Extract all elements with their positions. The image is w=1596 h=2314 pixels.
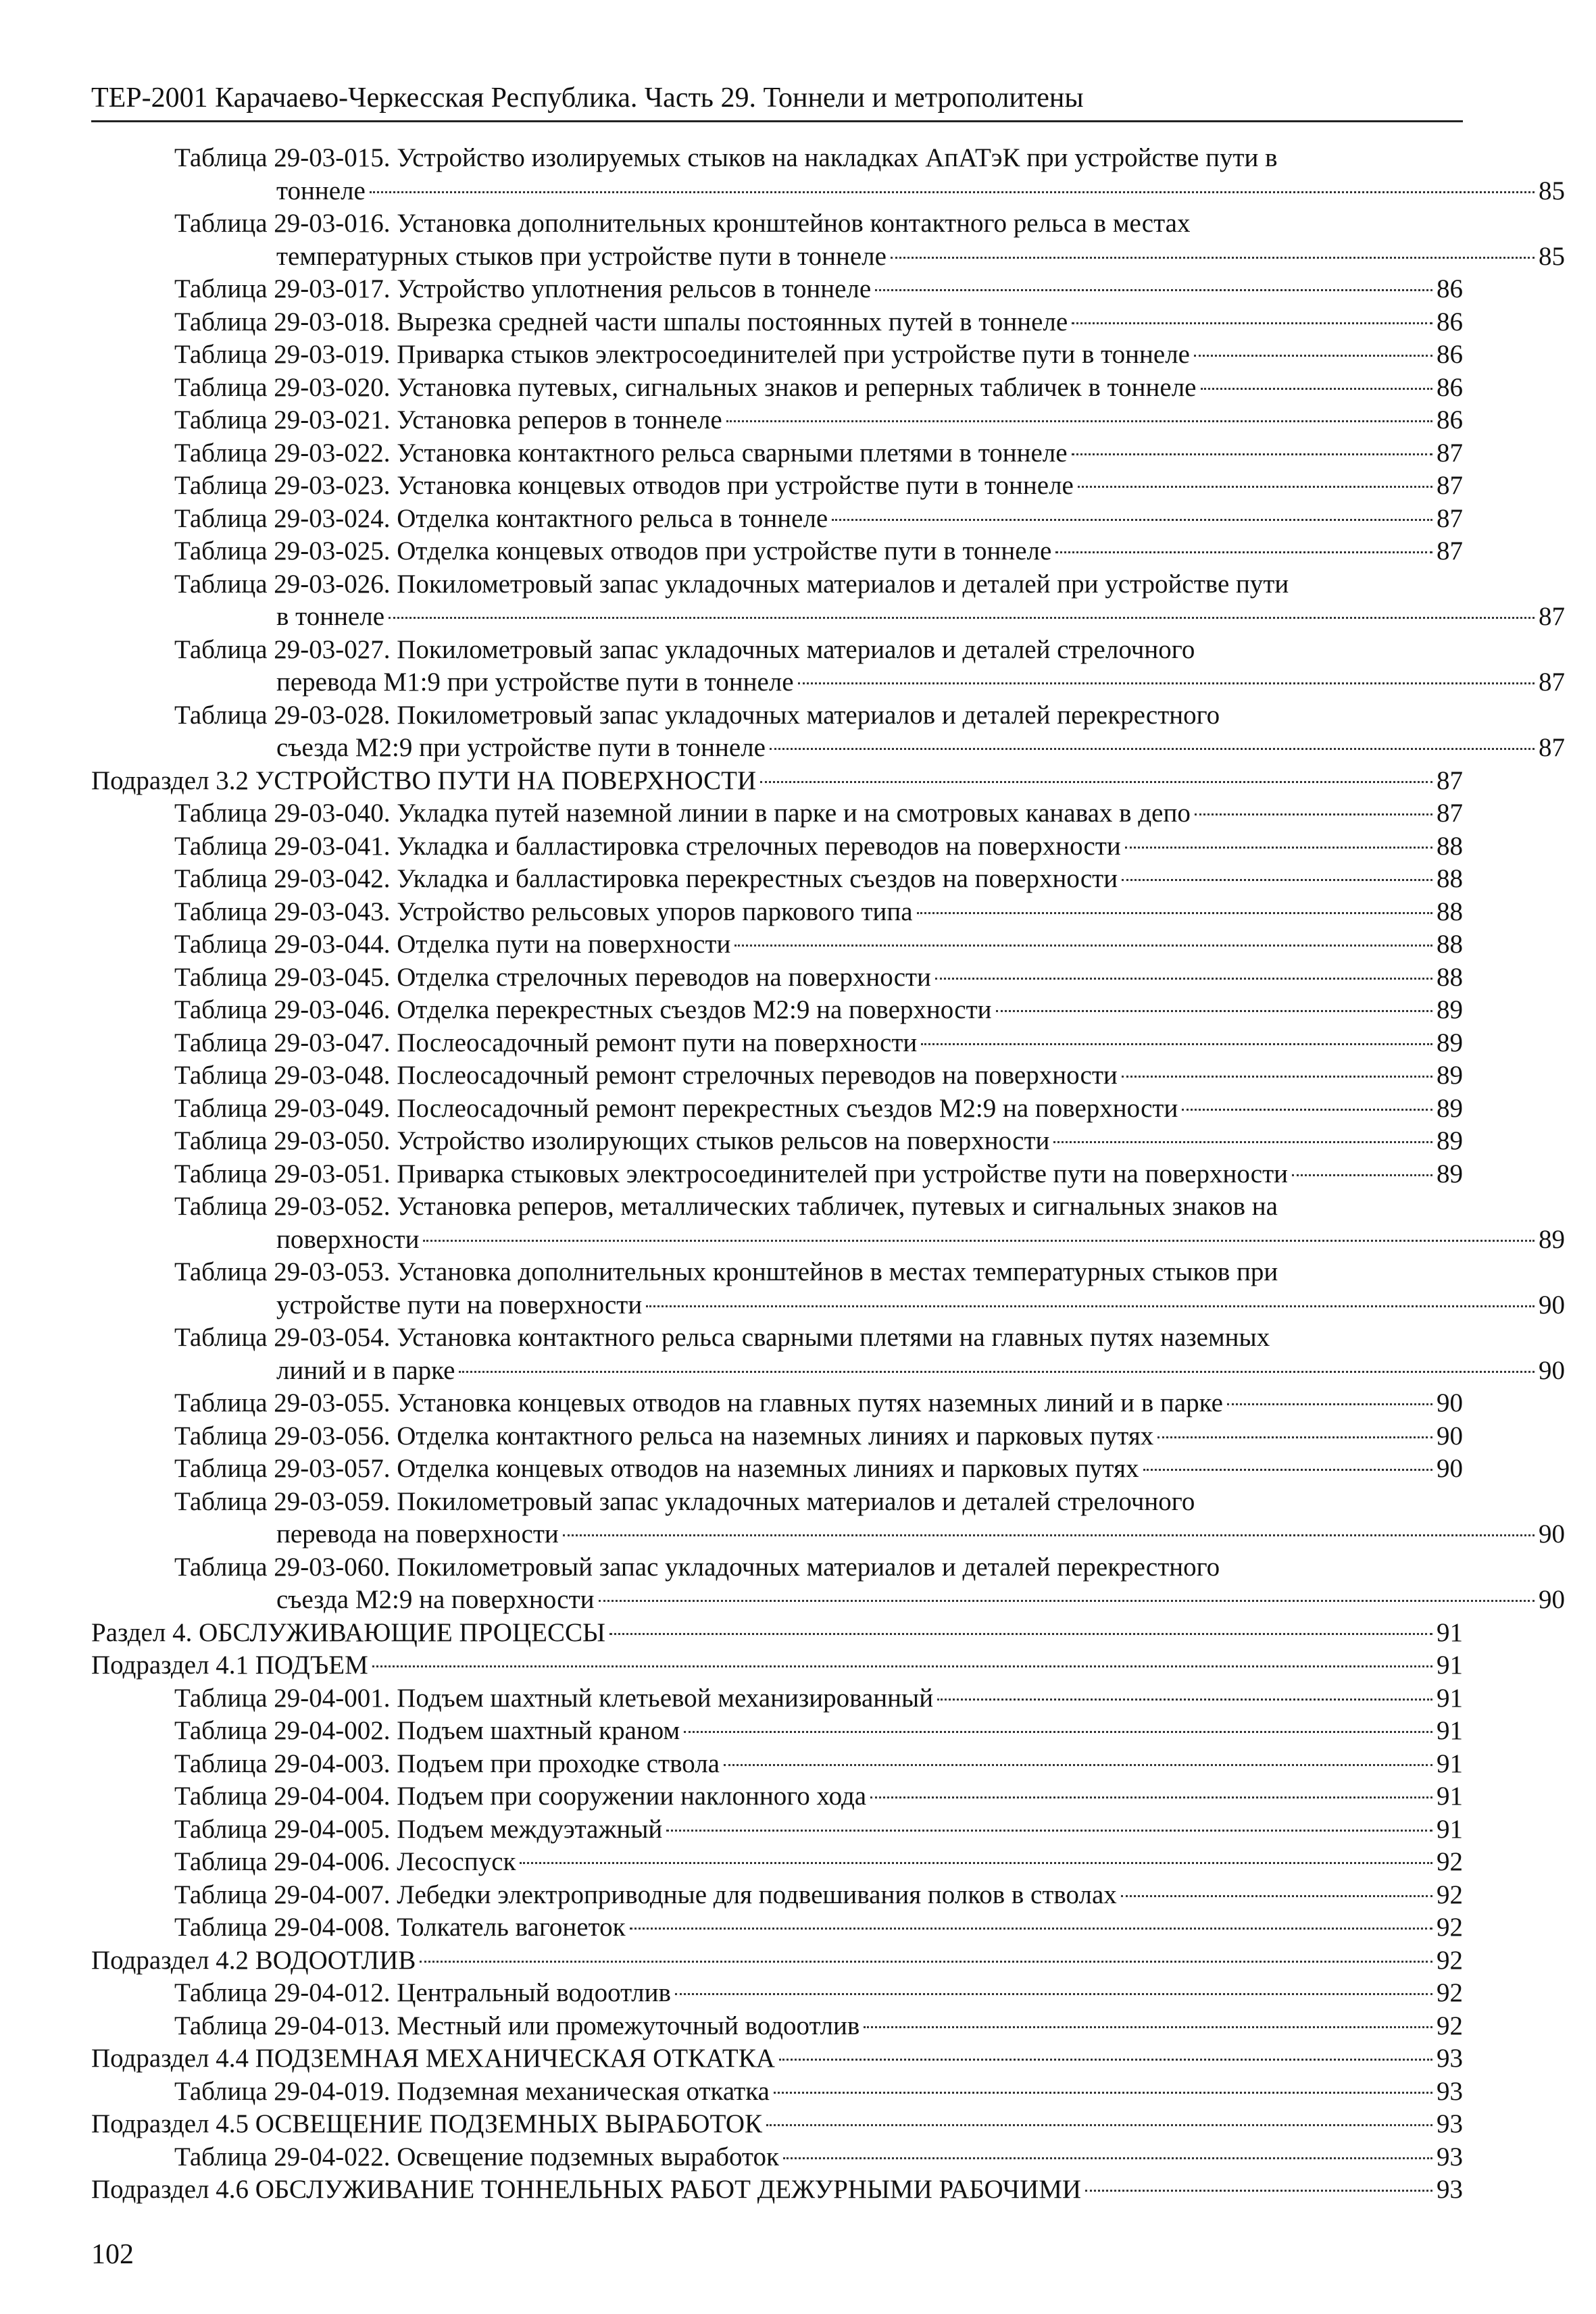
toc-entry-text: Таблица 29-04-019. Подземная механическая откатка xyxy=(174,2076,770,2106)
dot-leader xyxy=(1078,486,1432,488)
toc-page-number: 86 xyxy=(1437,405,1463,434)
toc-entry-text: Таблица 29-03-053. Установка дополнительных кронштейнов в местах температурных стыков при xyxy=(174,1257,1278,1286)
dot-leader xyxy=(1194,355,1432,357)
toc-entry-text: Подраздел 4.1 ПОДЪЕМ xyxy=(91,1651,368,1680)
dot-leader xyxy=(1143,1469,1432,1471)
toc-table-entry[interactable] xyxy=(91,1879,1463,1912)
toc-page-number: 91 xyxy=(1437,1683,1463,1713)
toc-entry-text: поверхности xyxy=(276,1224,420,1254)
toc-entry-text: Таблица 29-03-051. Приварка стыковых электросоединителей при устройстве пути на поверхности xyxy=(174,1159,1289,1188)
toc-entry-text: Таблица 29-04-008. Толкатель вагонеток xyxy=(174,1913,626,1942)
dot-leader xyxy=(870,1796,1432,1799)
toc-page-number: 93 xyxy=(1437,2044,1463,2073)
toc-page-number: 85 xyxy=(1539,241,1565,271)
toc-page-number: 89 xyxy=(1437,1061,1463,1090)
toc-entry-text: Таблица 29-03-042. Укладка и балластировка перекрестных съездов на поверхности xyxy=(174,864,1118,893)
dot-leader xyxy=(1157,1436,1432,1438)
toc-page-number: 90 xyxy=(1539,1585,1565,1614)
dot-leader xyxy=(389,617,1535,619)
toc-page-number: 93 xyxy=(1437,2076,1463,2106)
toc-entry-text: Подраздел 4.6 ОБСЛУЖИВАНИЕ ТОННЕЛЬНЫХ РАБОТ ДЕЖУРНЫМИ РАБОЧИМИ xyxy=(91,2175,1082,2204)
dot-leader xyxy=(917,912,1432,914)
toc-page-number: 93 xyxy=(1437,2109,1463,2138)
toc-page-number: 89 xyxy=(1437,1028,1463,1057)
toc-entry-text: Таблица 29-03-016. Установка дополнительных кронштейнов контактного рельса в местах xyxy=(174,209,1191,238)
toc-page-number: 92 xyxy=(1437,1913,1463,1942)
toc-table-entry[interactable] xyxy=(91,1092,1463,1126)
toc-entry-text: Таблица 29-03-044. Отделка пути на поверхности xyxy=(174,930,731,959)
dot-leader xyxy=(864,2026,1432,2028)
toc-page-number: 87 xyxy=(1539,602,1565,631)
toc-table-entry[interactable] xyxy=(91,1453,1463,1486)
toc-page-number: 88 xyxy=(1437,831,1463,861)
toc-page-number: 91 xyxy=(1437,1814,1463,1844)
toc-table-entry[interactable] xyxy=(91,470,1463,503)
toc-table-entry[interactable] xyxy=(91,1322,1565,1387)
toc-page-number: 89 xyxy=(1539,1224,1565,1254)
toc-table-entry[interactable] xyxy=(91,1387,1463,1420)
dot-leader xyxy=(630,1928,1432,1930)
toc-entry-text: Таблица 29-03-022. Установка контактного рельса сварными плетями в тоннеле xyxy=(174,438,1068,468)
toc-entry-text: Таблица 29-04-022. Освещение подземных выработок xyxy=(174,2142,779,2171)
toc-entry-text: Таблица 29-03-046. Отделка перекрестных съездов М2:9 на поверхности xyxy=(174,995,992,1024)
dot-leader xyxy=(459,1371,1535,1373)
toc-page-number: 89 xyxy=(1437,1159,1463,1188)
dot-leader xyxy=(684,1731,1432,1733)
toc-entry-text: Таблица 29-03-047. Послеосадочный ремонт пути на поверхности xyxy=(174,1028,918,1057)
toc-page-number: 85 xyxy=(1539,176,1565,205)
toc-table-entry[interactable] xyxy=(91,1748,1463,1781)
toc-entry-text: Таблица 29-03-055. Установка концевых отводов на главных путях наземных линий и в парке xyxy=(174,1388,1223,1417)
toc-table-entry[interactable] xyxy=(91,1256,1565,1322)
toc-entry-text: Подраздел 4.5 ОСВЕЩЕНИЕ ПОДЗЕМНЫХ ВЫРАБОТОК xyxy=(91,2109,763,2138)
toc-entry-text: Таблица 29-04-001. Подъем шахтный клетьевой механизированный xyxy=(174,1683,934,1713)
toc-entry-text: Таблица 29-03-040. Укладка путей наземной линии в парке и на смотровых канавах в депо xyxy=(174,799,1191,828)
toc-table-entry[interactable] xyxy=(91,142,1565,207)
toc-page-number: 88 xyxy=(1437,897,1463,926)
dot-leader xyxy=(921,1043,1432,1045)
dot-leader xyxy=(563,1534,1535,1536)
toc-table-entry[interactable] xyxy=(91,928,1463,961)
toc-table-entry[interactable] xyxy=(91,535,1463,568)
dot-leader xyxy=(609,1633,1432,1635)
toc-entry-text: съезда М2:9 на поверхности xyxy=(276,1585,595,1614)
dot-leader xyxy=(734,945,1432,947)
toc-entry-text: Таблица 29-04-005. Подъем междуэтажный xyxy=(174,1814,663,1844)
toc-table-entry[interactable] xyxy=(91,2141,1463,2174)
toc-entry-text: Таблица 29-03-045. Отделка стрелочных переводов на поверхности xyxy=(174,962,931,992)
toc-entry-text: Таблица 29-03-015. Устройство изолируемых стыков на накладках АпАТэК при устройстве пути в xyxy=(174,143,1278,172)
toc-page-number: 91 xyxy=(1437,1749,1463,1778)
document-title: ТЕР-2001 Карачаево-Черкесская Республика. Часть 29. Тоннели и метрополитены xyxy=(91,82,1084,114)
toc-table-entry[interactable] xyxy=(91,1682,1463,1715)
toc-table-entry[interactable] xyxy=(91,273,1463,306)
table-of-contents xyxy=(91,142,1565,2207)
dot-leader xyxy=(1125,847,1432,849)
toc-table-entry[interactable] xyxy=(91,1780,1463,1813)
toc-table-entry[interactable] xyxy=(91,2010,1463,2043)
toc-page-number: 90 xyxy=(1437,1421,1463,1451)
toc-table-entry[interactable] xyxy=(91,306,1463,339)
dot-leader xyxy=(937,1699,1432,1701)
toc-page-number: 87 xyxy=(1437,536,1463,565)
dot-leader xyxy=(1121,1895,1432,1897)
toc-page-number: 87 xyxy=(1437,799,1463,828)
dot-leader xyxy=(599,1600,1535,1602)
toc-page-number: 90 xyxy=(1539,1519,1565,1549)
toc-table-entry[interactable] xyxy=(91,863,1463,896)
dot-leader xyxy=(370,191,1535,193)
toc-page-number: 87 xyxy=(1539,733,1565,762)
toc-entry-text: Таблица 29-03-026. Покилометровый запас укладочных материалов и деталей при устройстве пути xyxy=(174,569,1289,599)
toc-entry-text: Таблица 29-04-003. Подъем при проходке ствола xyxy=(174,1749,720,1778)
toc-entry-text: перевода на поверхности xyxy=(276,1519,559,1549)
toc-entry-text: Таблица 29-04-004. Подъем при сооружении наклонного хода xyxy=(174,1782,867,1811)
toc-page-number: 90 xyxy=(1539,1290,1565,1319)
toc-entry-text: Подраздел 3.2 УСТРОЙСТВО ПУТИ НА ПОВЕРХНОСТИ xyxy=(91,765,757,795)
dot-leader xyxy=(1072,453,1432,455)
dot-leader xyxy=(1182,1109,1432,1111)
toc-page-number: 92 xyxy=(1437,2011,1463,2040)
toc-page-number: 92 xyxy=(1437,1945,1463,1975)
toc-page-number: 91 xyxy=(1437,1651,1463,1680)
toc-entry-text: Таблица 29-03-059. Покилометровый запас укладочных материалов и деталей стрелочного xyxy=(174,1486,1195,1516)
toc-page-number: 93 xyxy=(1437,2142,1463,2171)
toc-page-number: 87 xyxy=(1437,438,1463,468)
toc-table-entry[interactable] xyxy=(91,437,1463,470)
dot-leader xyxy=(420,1961,1432,1963)
toc-section-entry[interactable] xyxy=(91,2042,1463,2076)
toc-section-entry[interactable] xyxy=(91,1617,1463,1650)
toc-table-entry[interactable] xyxy=(91,1911,1463,1944)
toc-entry-text: Таблица 29-04-007. Лебедки электроприводные для подвешивания полков в стволах xyxy=(174,1880,1117,1909)
toc-entry-text: Таблица 29-03-056. Отделка контактного рельса на наземных линиях и парковых путях xyxy=(174,1421,1154,1451)
toc-table-entry[interactable] xyxy=(91,1027,1463,1060)
toc-table-entry[interactable] xyxy=(91,404,1463,437)
toc-entry-text: Таблица 29-03-049. Послеосадочный ремонт перекрестных съездов М2:9 на поверхности xyxy=(174,1093,1178,1123)
toc-page-number: 92 xyxy=(1437,1880,1463,1909)
dot-leader xyxy=(891,257,1535,259)
toc-page-number: 87 xyxy=(1437,503,1463,533)
dot-leader xyxy=(724,1764,1432,1766)
toc-entry-text: Таблица 29-04-013. Местный или промежуточный водоотлив xyxy=(174,2011,860,2040)
dot-leader xyxy=(779,2059,1432,2061)
toc-table-entry[interactable] xyxy=(91,961,1463,995)
dot-leader xyxy=(798,682,1535,684)
toc-page-number: 86 xyxy=(1437,307,1463,336)
dot-leader xyxy=(1122,1076,1432,1078)
toc-entry-text: температурных стыков при устройстве пути в тоннеле xyxy=(276,241,887,271)
dot-leader xyxy=(1055,551,1432,553)
page-number: 102 xyxy=(91,2239,134,2270)
dot-leader xyxy=(1085,2190,1432,2192)
toc-page-number: 86 xyxy=(1437,340,1463,369)
dot-leader xyxy=(783,2157,1432,2159)
toc-page-number: 88 xyxy=(1437,930,1463,959)
toc-entry-text: Подраздел 4.4 ПОДЗЕМНАЯ МЕХАНИЧЕСКАЯ ОТКАТКА xyxy=(91,2044,775,2073)
toc-page-number: 90 xyxy=(1437,1454,1463,1483)
toc-entry-text: Таблица 29-03-060. Покилометровый запас укладочных материалов и деталей перекрестного xyxy=(174,1552,1220,1582)
toc-page-number: 86 xyxy=(1437,274,1463,303)
toc-page-number: 90 xyxy=(1437,1388,1463,1417)
dot-leader xyxy=(520,1862,1432,1864)
dot-leader xyxy=(646,1305,1535,1307)
toc-section-entry[interactable] xyxy=(91,2173,1463,2207)
toc-table-entry[interactable] xyxy=(91,372,1463,405)
dot-leader xyxy=(766,2124,1432,2126)
toc-section-entry[interactable] xyxy=(91,1944,1463,1978)
dot-leader xyxy=(1053,1141,1432,1143)
dot-leader xyxy=(666,1830,1432,1832)
toc-table-entry[interactable] xyxy=(91,1846,1463,1879)
dot-leader xyxy=(675,1993,1432,1995)
toc-entry-text: Таблица 29-03-041. Укладка и балластировка стрелочных переводов на поверхности xyxy=(174,831,1121,861)
dot-leader xyxy=(996,1010,1433,1012)
toc-table-entry[interactable] xyxy=(91,338,1463,372)
toc-page-number: 89 xyxy=(1437,1126,1463,1155)
toc-section-entry[interactable] xyxy=(91,765,1463,798)
dot-leader xyxy=(1122,879,1432,881)
toc-page-number: 86 xyxy=(1437,372,1463,402)
toc-entry-text: Таблица 29-03-052. Установка реперов, металлических табличек, путевых и сигнальных знаков на xyxy=(174,1192,1278,1221)
toc-table-entry[interactable] xyxy=(91,699,1565,765)
toc-page-number: 89 xyxy=(1437,1093,1463,1123)
dot-leader xyxy=(875,289,1432,291)
dot-leader xyxy=(774,2092,1432,2094)
toc-entry-text: тоннеле xyxy=(276,176,366,205)
toc-entry-text: Таблица 29-03-050. Устройство изолирующих стыков рельсов на поверхности xyxy=(174,1126,1050,1155)
toc-entry-text: Таблица 29-03-019. Приварка стыков электросоединителей при устройстве пути в тоннеле xyxy=(174,340,1190,369)
toc-table-entry[interactable] xyxy=(91,568,1565,634)
toc-entry-text: устройстве пути на поверхности xyxy=(276,1290,643,1319)
toc-page-number: 90 xyxy=(1539,1355,1565,1385)
dot-leader xyxy=(423,1240,1535,1242)
toc-entry-text: Таблица 29-03-028. Покилометровый запас укладочных материалов и деталей перекрестного xyxy=(174,700,1220,730)
page-header xyxy=(91,80,1463,122)
toc-page-number: 92 xyxy=(1437,1847,1463,1876)
toc-entry-text: Таблица 29-04-002. Подъем шахтный краном xyxy=(174,1716,680,1745)
dot-leader xyxy=(770,748,1535,750)
dot-leader xyxy=(1292,1174,1432,1176)
dot-leader xyxy=(1072,322,1432,324)
toc-table-entry[interactable] xyxy=(91,797,1463,830)
toc-entry-text: Таблица 29-03-054. Установка контактного рельса сварными плетями на главных путях наземных xyxy=(174,1323,1270,1352)
toc-table-entry[interactable] xyxy=(91,503,1463,536)
toc-entry-text: перевода М1:9 при устройстве пути в тоннеле xyxy=(276,668,794,697)
toc-entry-text: Таблица 29-03-043. Устройство рельсовых упоров паркового типа xyxy=(174,897,913,926)
toc-table-entry[interactable] xyxy=(91,1059,1463,1092)
dot-leader xyxy=(832,519,1432,521)
toc-page-number: 91 xyxy=(1437,1782,1463,1811)
toc-table-entry[interactable] xyxy=(91,896,1463,929)
toc-page-number: 87 xyxy=(1437,765,1463,795)
toc-table-entry[interactable] xyxy=(91,1125,1463,1158)
toc-table-entry[interactable] xyxy=(91,1977,1463,2010)
toc-entry-text: Раздел 4. ОБСЛУЖИВАЮЩИЕ ПРОЦЕССЫ xyxy=(91,1617,605,1647)
toc-table-entry[interactable] xyxy=(91,207,1565,273)
toc-table-entry[interactable] xyxy=(91,2076,1463,2109)
toc-entry-text: съезда М2:9 при устройстве пути в тоннеле xyxy=(276,733,766,762)
toc-entry-text: в тоннеле xyxy=(276,602,385,631)
toc-table-entry[interactable] xyxy=(91,1486,1565,1551)
toc-page-number: 92 xyxy=(1437,1978,1463,2007)
toc-table-entry[interactable] xyxy=(91,1420,1463,1453)
toc-entry-text: Таблица 29-03-057. Отделка концевых отводов на наземных линиях и парковых путях xyxy=(174,1454,1139,1483)
toc-entry-text: Подраздел 4.2 ВОДООТЛИВ xyxy=(91,1945,416,1975)
toc-table-entry[interactable] xyxy=(91,830,1463,863)
toc-page-number: 88 xyxy=(1437,864,1463,893)
toc-page-number: 88 xyxy=(1437,962,1463,992)
toc-entry-text: Таблица 29-03-020. Установка путевых, сигнальных знаков и реперных табличек в тоннеле xyxy=(174,372,1197,402)
toc-table-entry[interactable] xyxy=(91,1551,1565,1617)
dot-leader xyxy=(1201,388,1433,390)
toc-entry-text: Таблица 29-03-048. Послеосадочный ремонт стрелочных переводов на поверхности xyxy=(174,1061,1118,1090)
toc-table-entry[interactable] xyxy=(91,634,1565,699)
dot-leader xyxy=(372,1665,1432,1667)
toc-entry-text: линий и в парке xyxy=(276,1355,455,1385)
toc-page-number: 91 xyxy=(1437,1716,1463,1745)
toc-section-entry[interactable] xyxy=(91,1649,1463,1682)
toc-entry-text: Таблица 29-04-012. Центральный водоотлив xyxy=(174,1978,671,2007)
toc-entry-text: Таблица 29-03-027. Покилометровый запас укладочных материалов и деталей стрелочного xyxy=(174,634,1195,664)
toc-entry-text: Таблица 29-03-017. Устройство уплотнения рельсов в тоннеле xyxy=(174,274,872,303)
toc-page-number: 87 xyxy=(1437,471,1463,500)
toc-page-number: 87 xyxy=(1539,668,1565,697)
toc-entry-text: Таблица 29-03-025. Отделка концевых отводов при устройстве пути в тоннеле xyxy=(174,536,1052,565)
dot-leader xyxy=(935,978,1432,980)
dot-leader xyxy=(1227,1403,1432,1405)
dot-leader xyxy=(1195,813,1432,815)
toc-entry-text: Таблица 29-04-006. Лесоспуск xyxy=(174,1847,516,1876)
toc-table-entry[interactable] xyxy=(91,1813,1463,1846)
toc-page-number: 91 xyxy=(1437,1617,1463,1647)
toc-table-entry[interactable] xyxy=(91,1158,1463,1191)
toc-table-entry[interactable] xyxy=(91,1715,1463,1748)
toc-entry-text: Таблица 29-03-023. Установка концевых отводов при устройстве пути в тоннеле xyxy=(174,471,1074,500)
toc-section-entry[interactable] xyxy=(91,2108,1463,2141)
toc-table-entry[interactable] xyxy=(91,994,1463,1027)
dot-leader xyxy=(726,420,1432,422)
toc-table-entry[interactable] xyxy=(91,1190,1565,1256)
toc-page-number: 89 xyxy=(1437,995,1463,1024)
toc-entry-text: Таблица 29-03-021. Установка реперов в тоннеле xyxy=(174,405,722,434)
toc-entry-text: Таблица 29-03-018. Вырезка средней части шпалы постоянных путей в тоннеле xyxy=(174,307,1068,336)
toc-page-number: 93 xyxy=(1437,2175,1463,2204)
toc-entry-text: Таблица 29-03-024. Отделка контактного рельса в тоннеле xyxy=(174,503,828,533)
dot-leader xyxy=(760,781,1432,783)
